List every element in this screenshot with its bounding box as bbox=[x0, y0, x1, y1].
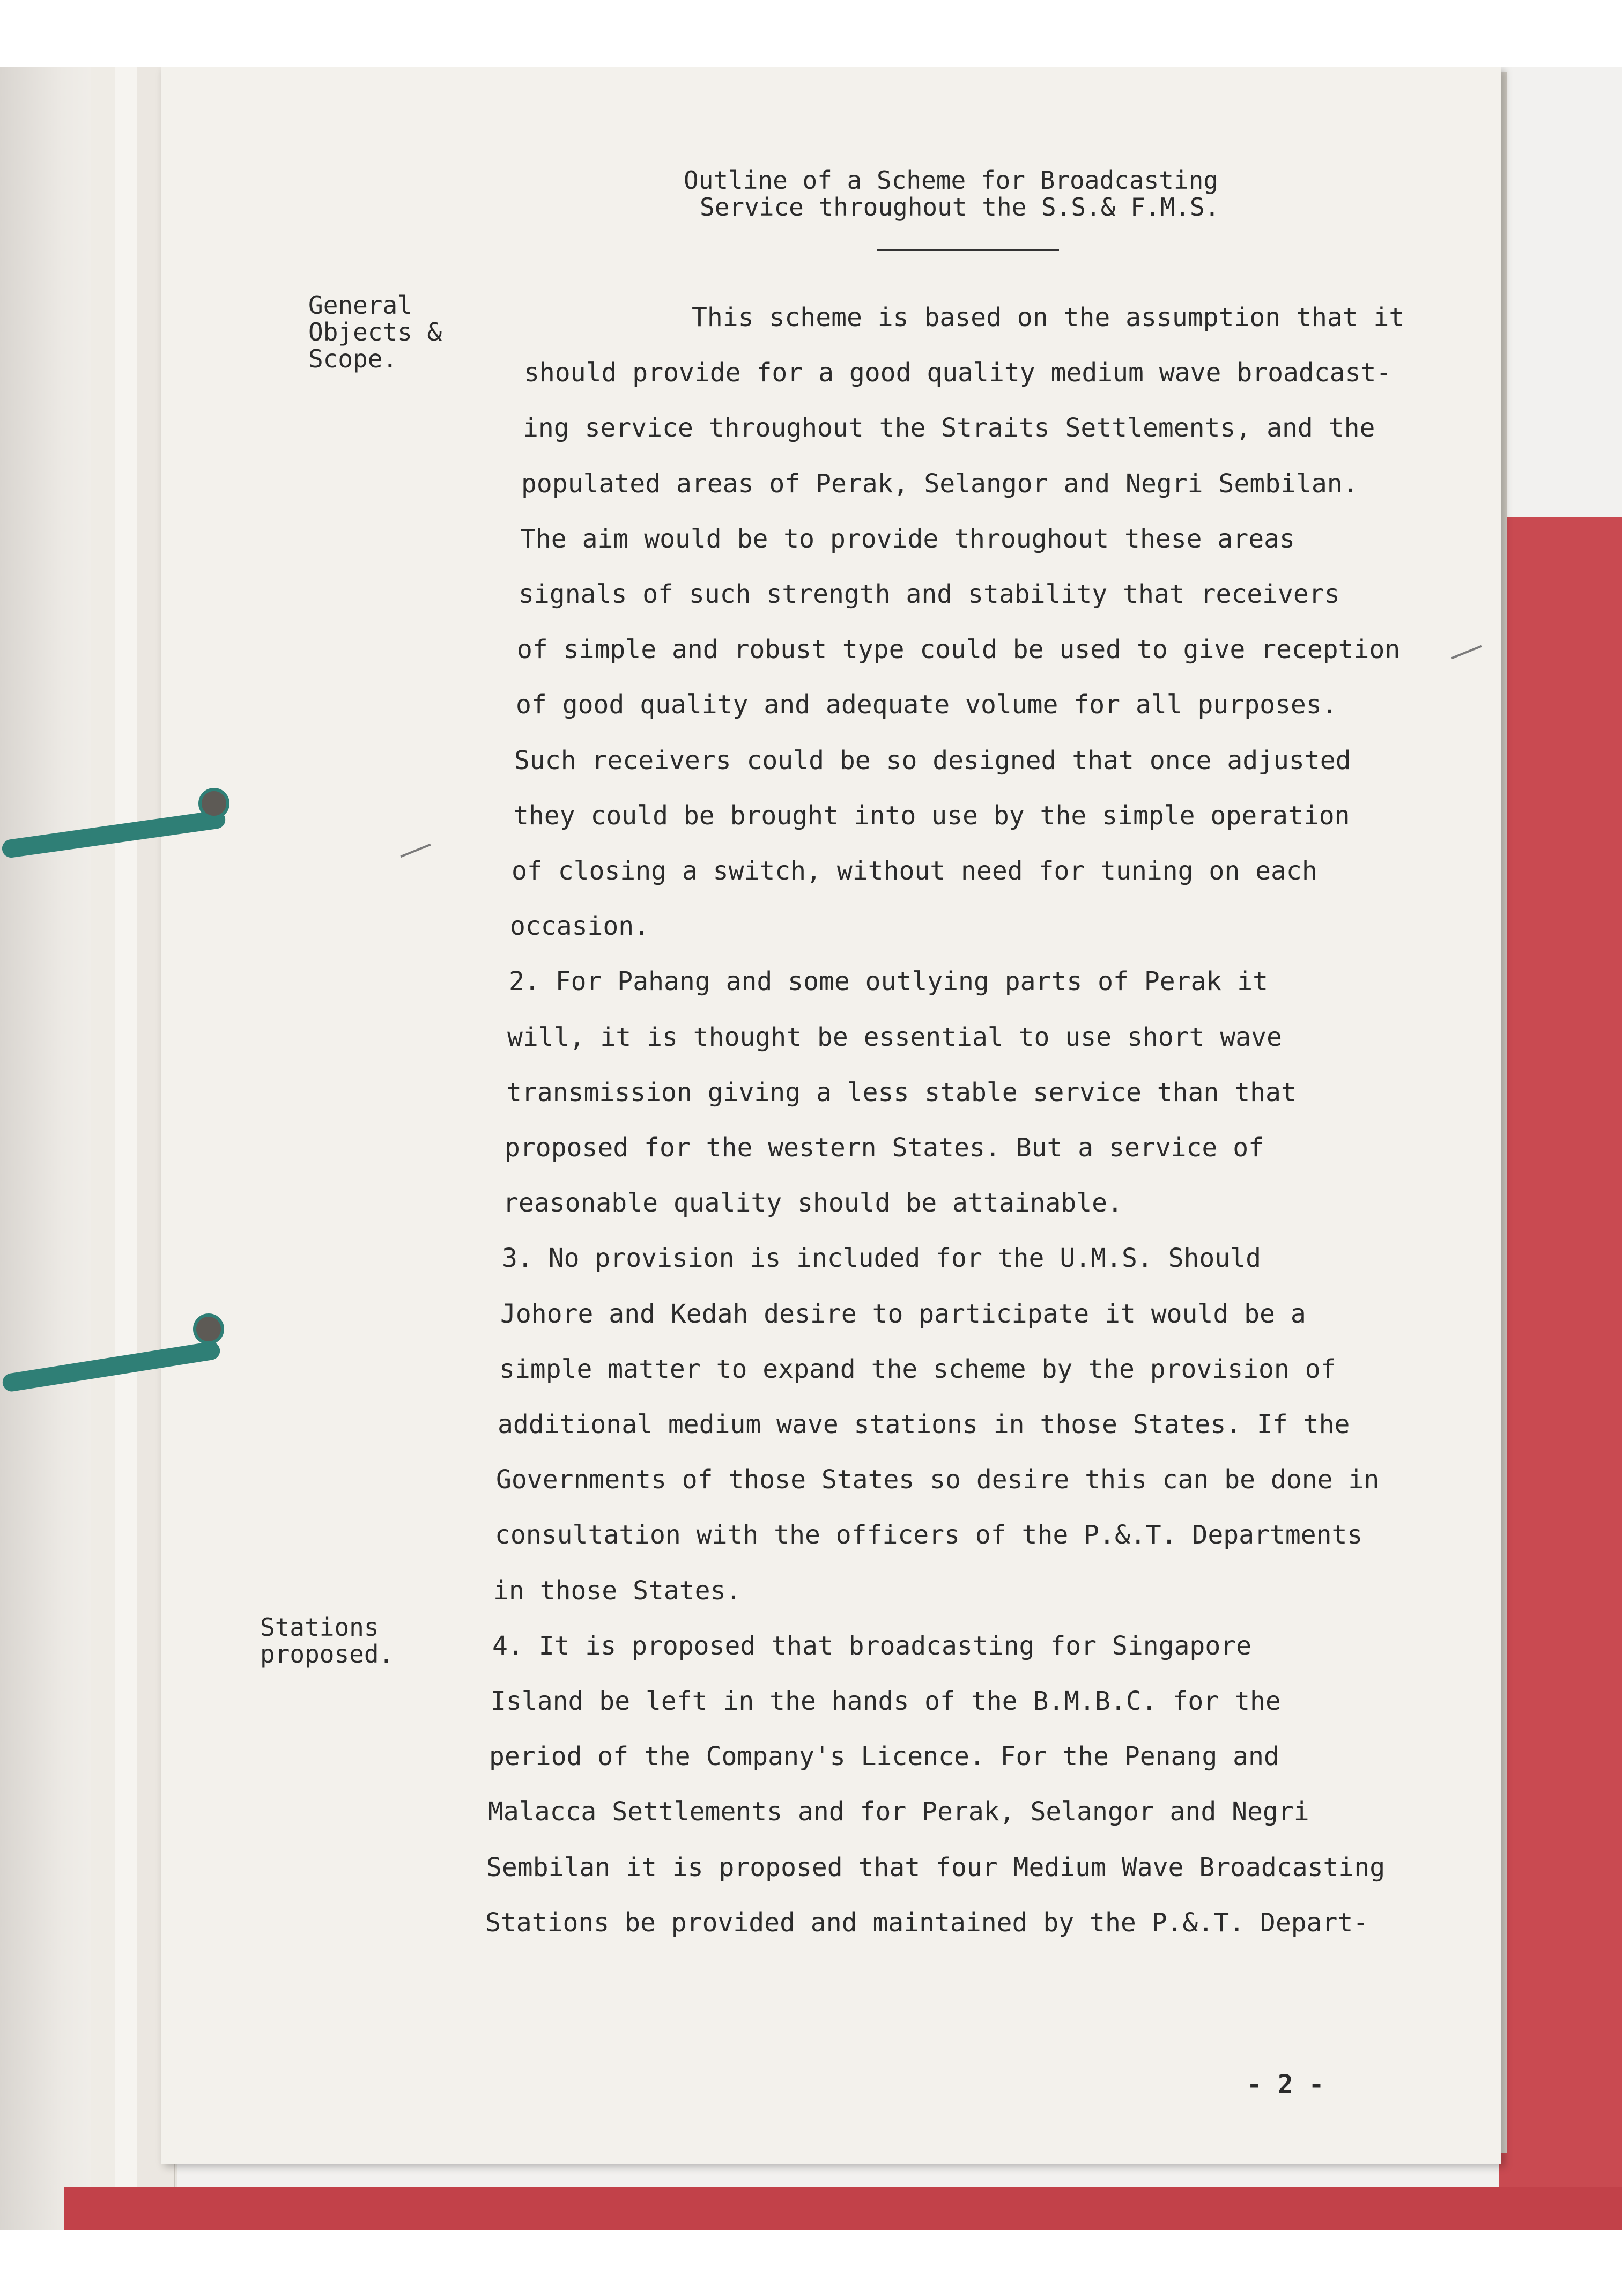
body-line: signals of such strength and stability that receivers bbox=[519, 579, 1340, 609]
pencil-mark bbox=[400, 844, 431, 858]
body-line: populated areas of Perak, Selangor and Negri Sembilan. bbox=[521, 469, 1358, 499]
binding-hole bbox=[193, 1313, 224, 1345]
body-line: of closing a switch, without need for tuning on each bbox=[512, 856, 1317, 886]
body-line: consultation with the officers of the P.&.T. Departments bbox=[495, 1520, 1363, 1550]
document-title-line: Service throughout the S.S.& F.M.S. bbox=[700, 193, 1220, 222]
body-line: 3. No provision is included for the U.M.S. Should bbox=[502, 1243, 1262, 1273]
body-line: should provide for a good quality medium wave broadcast- bbox=[524, 358, 1392, 388]
body-line: This scheme is based on the assumption that it bbox=[692, 302, 1405, 333]
body-line: will, it is thought be essential to use short wave bbox=[507, 1022, 1282, 1052]
body-line: Malacca Settlements and for Perak, Selangor and Negri bbox=[488, 1797, 1309, 1827]
body-line: period of the Company's Licence. For the Penang and bbox=[489, 1741, 1279, 1771]
body-line: Such receivers could be so designed that once adjusted bbox=[514, 745, 1351, 776]
title-underline bbox=[877, 249, 1059, 251]
document-photo bbox=[0, 67, 1622, 2230]
binding-hole bbox=[198, 788, 229, 819]
body-line: Governments of those States so desire this can be done in bbox=[496, 1465, 1380, 1495]
body-line: they could be brought into use by the simple operation bbox=[513, 801, 1350, 831]
body-line: 4. It is proposed that broadcasting for Singapore bbox=[492, 1631, 1252, 1661]
red-folder-edge bbox=[64, 2187, 1622, 2230]
body-line: of simple and robust type could be used to give reception bbox=[517, 634, 1401, 665]
body-line: Johore and Kedah desire to participate it would be a bbox=[500, 1299, 1306, 1329]
body-line: simple matter to expand the scheme by the provision of bbox=[499, 1354, 1336, 1384]
body-line: of good quality and adequate volume for all purposes. bbox=[516, 690, 1337, 720]
body-line: additional medium wave stations in those States. If the bbox=[498, 1409, 1350, 1439]
body-line: 2. For Pahang and some outlying parts of Perak it bbox=[509, 966, 1269, 996]
body-line: ing service throughout the Straits Settlements, and the bbox=[523, 413, 1375, 443]
document-title-line: Outline of a Scheme for Broadcasting bbox=[684, 166, 1218, 195]
page-number: - 2 - bbox=[1247, 2070, 1324, 2100]
margin-note-general: General Objects & Scope. bbox=[308, 291, 442, 373]
body-line: Sembilan it is proposed that four Medium Wave Broadcasting bbox=[486, 1852, 1386, 1882]
red-folder bbox=[1499, 517, 1622, 2230]
typed-page bbox=[161, 67, 1501, 2164]
body-line: transmission giving a less stable service than that bbox=[506, 1077, 1297, 1108]
body-line: in those States. bbox=[493, 1576, 742, 1606]
body-line: reasonable quality should be attainable. bbox=[503, 1188, 1123, 1218]
margin-note-stations: Stations proposed. bbox=[260, 1613, 394, 1669]
body-line: The aim would be to provide throughout these areas bbox=[520, 524, 1295, 554]
body-line: proposed for the western States. But a service of bbox=[505, 1133, 1264, 1163]
pencil-mark bbox=[1451, 645, 1482, 659]
body-line: Stations be provided and maintained by the P.&.T. Depart- bbox=[485, 1908, 1369, 1938]
body-line: Island be left in the hands of the B.M.B.C. for the bbox=[491, 1686, 1281, 1716]
body-line: occasion. bbox=[510, 911, 650, 941]
